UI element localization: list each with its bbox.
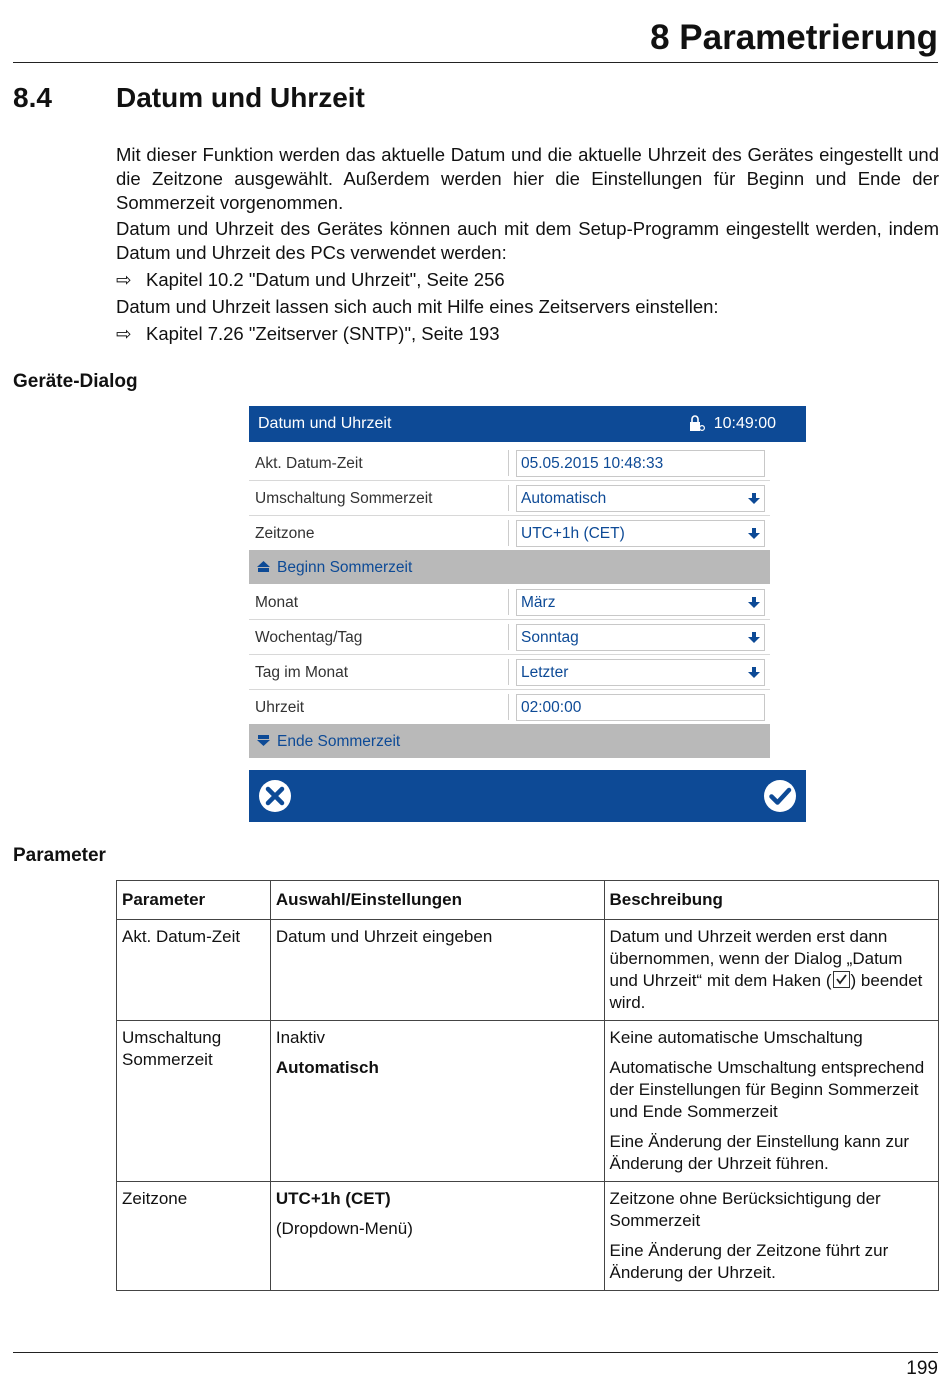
timezone-dropdown[interactable] [516,520,765,547]
field-value: Sonntag [521,629,579,646]
row-timezone [249,516,770,551]
dialog-title-bar [249,406,806,442]
checkbox-check-icon [833,971,850,988]
parameter-heading: Parameter [13,845,106,866]
column-header: Auswahl/Einstellungen [270,881,604,920]
arrow-right-icon: ⇨ [116,323,132,344]
datetime-field[interactable] [516,450,765,477]
setting-cell [270,1182,604,1291]
cancel-icon[interactable] [258,779,292,813]
reference-2-text: Kapitel 7.26 "Zeitserver (SNTP)", Seite 193 [146,323,500,344]
description-cell [604,1021,939,1182]
reference-1[interactable] [116,268,505,292]
intro-paragraph-3: Datum und Uhrzeit lassen sich auch mit Hilfe eines Zeitservers einstellen: [116,296,719,317]
arrow-right-icon: ⇨ [116,269,132,290]
section-title: Datum und Uhrzeit [116,82,365,113]
device-dialog [249,406,806,822]
description-text: Eine Änderung der Zeitzone führt zur Änderung der Uhrzeit. [609,1241,889,1282]
dropdown-arrow-icon [748,596,760,609]
row-label: Zeitzone [255,525,315,542]
row-month [249,585,770,620]
row-label: Tag im Monat [255,664,349,681]
row-label: Wochentag/Tag [255,629,363,646]
row-label: Akt. Datum-Zeit [255,455,363,472]
reference-2[interactable] [116,322,499,346]
description-text: Datum und Uhrzeit werden erst dann übernommen, wenn der Dialog „Datum und Uhrzeit“ mit dem Haken ( [609,927,903,990]
reference-1-text: Kapitel 10.2 "Datum und Uhrzeit", Seite 256 [146,269,505,290]
dropdown-arrow-icon [748,492,760,505]
setting-option-default: Automatisch [275,1058,379,1077]
row-dst-switch [249,481,770,516]
day-in-month-dropdown[interactable] [516,659,765,686]
field-value: 02:00:00 [521,699,582,716]
field-value: Automatisch [521,490,607,507]
table-header-row [117,881,939,920]
row-current-datetime [249,446,770,481]
row-weekday [249,620,770,655]
page-number: 199 [906,1358,938,1379]
setting-cell [270,1021,604,1182]
intro-paragraph-2: Datum und Uhrzeit des Gerätes können auch mit dem Setup-Programm eingestellt werden, indem Datum und Uhrzeit des PCs verwendet werden: [116,218,939,263]
setting-option-default: UTC+1h (CET) [275,1189,391,1208]
intro-paragraph-1: Mit dieser Funktion werden das aktuelle Datum und die aktuelle Uhrzeit des Gerätes eingestellt und die Zeitzone ausgewählt. Außerdem werden hier die Einstellungen für Beginn und Ende der Sommerzeit vorgenommen. [116,144,939,213]
dropdown-arrow-icon [748,527,760,540]
row-separator [508,485,509,511]
description-text: Keine automatische Umschaltung [609,1028,863,1047]
field-value: 05.05.2015 10:48:33 [521,455,664,472]
time-field[interactable] [516,694,765,721]
chapter-header: 8 Parametrierung [650,18,938,57]
column-header: Beschreibung [604,881,939,920]
device-dialog-heading: Geräte-Dialog [13,371,138,392]
field-value: März [521,594,556,611]
table-row [117,920,939,1021]
field-value: Letzter [521,664,569,681]
confirm-check-icon[interactable] [763,779,797,813]
dialog-footer [249,770,806,822]
row-day-in-month [249,655,770,690]
dialog-title: Datum und Uhrzeit [258,415,392,432]
table-row [117,1182,939,1291]
setting-note: (Dropdown-Menü) [275,1219,413,1238]
description-text: Automatische Umschaltung entsprechend der Einstellungen für Beginn Sommerzeit und Ende Sommerzeit [609,1058,925,1121]
field-value: UTC+1h (CET) [521,525,625,542]
weekday-dropdown[interactable] [516,624,765,651]
parameter-table [116,880,939,1291]
row-label: Umschaltung Sommerzeit [255,490,433,507]
setting-cell: Datum und Uhrzeit eingeben [270,920,604,1021]
group-label: Ende Sommerzeit [277,733,401,750]
expand-down-icon [257,734,270,747]
dialog-clock: 10:49:00 [713,415,776,432]
lock-icon [687,415,705,433]
description-text: Eine Änderung der Einstellung kann zur Änderung der Uhrzeit führen. [609,1132,910,1173]
row-separator [508,520,509,546]
dropdown-arrow-icon [748,666,760,679]
row-separator [508,624,509,650]
description-text: Zeitzone ohne Berücksichtigung der Sommerzeit [609,1189,881,1230]
param-cell: Umschaltung Sommerzeit [117,1021,271,1182]
group-end-dst[interactable] [249,724,770,758]
dst-switch-dropdown[interactable] [516,485,765,512]
row-separator [508,694,509,720]
row-label: Uhrzeit [255,699,305,716]
collapse-up-icon [257,560,270,573]
description-text: ) beendet wird. [609,971,923,1012]
row-time [249,690,770,725]
setting-option: Inaktiv [275,1028,326,1047]
section-number: 8.4 [13,82,52,113]
row-separator [508,659,509,685]
param-cell: Zeitzone [117,1182,271,1291]
description-cell [604,1182,939,1291]
row-label: Monat [255,594,299,611]
description-cell [604,920,939,1021]
row-separator [508,589,509,615]
dropdown-arrow-icon [748,631,760,644]
row-separator [508,450,509,476]
column-header: Parameter [117,881,271,920]
footer-rule [13,1352,938,1353]
group-begin-dst[interactable] [249,550,770,584]
param-cell: Akt. Datum-Zeit [117,920,271,1021]
group-label: Beginn Sommerzeit [277,559,413,576]
table-row [117,1021,939,1182]
header-rule [13,62,938,63]
month-dropdown[interactable] [516,589,765,616]
